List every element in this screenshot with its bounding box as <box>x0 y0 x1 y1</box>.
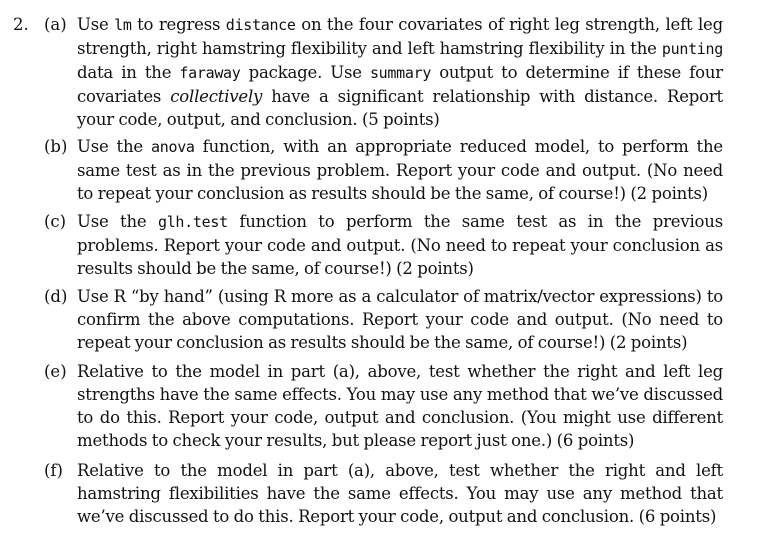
text-segment: package. Use <box>240 63 370 82</box>
text-segment: Use the <box>77 137 151 156</box>
emphasis-collectively: collectively <box>170 87 263 106</box>
code-term-faraway: faraway <box>179 64 241 82</box>
text-segment: Use <box>77 15 115 34</box>
text-segment: on the four covariates of right leg strength, left leg strength, right hamstring flexibility and left hamstring flexibility in the <box>77 15 723 58</box>
text-segment: Use the <box>77 212 158 231</box>
text-segment: Use R “by hand” (using R more as a calculator of matrix/vector expressions) to confirm the above computations. Report your code and output. (No need to repeat your conclusion as results should be the same, of course!) (2 points) <box>77 287 723 352</box>
text-segment: Relative to the model in part (a), above, test whether the right and left leg strengths have the same effects. You may use any method that we’ve discussed to do this. Report your code, output and conclusion. (You might use different methods to check your results, but please report just one.) (6 points) <box>77 362 723 450</box>
code-term-summary: summary <box>369 64 432 82</box>
code-term-lm: lm <box>114 16 132 34</box>
part-label: (f) <box>44 461 63 480</box>
text-segment: function to perform the same test as in the previous problems. Report your code and output. (No need to repeat your conclusion as results should be the same, of course!) (2 points) <box>77 212 723 278</box>
text-segment: output to determine if these four covariates <box>77 63 723 106</box>
part-label: (b) <box>44 137 68 156</box>
question-number: 2. <box>13 15 29 34</box>
part-text <box>77 135 723 205</box>
part-text <box>77 13 723 131</box>
text-segment: have a significant relationship with distance. Report your code, output, and conclusion. (5 points) <box>77 87 723 129</box>
text-segment: function, with an appropriate reduced model, to perform the same test as in the previous problem. Report your code and output. (No need to repeat your conclusion as results should be the same, of course!) (2 points) <box>77 137 723 203</box>
part-label: (d) <box>44 287 68 306</box>
part-label: (e) <box>44 362 67 381</box>
text-segment: to regress <box>131 15 226 34</box>
text-segment: data in the <box>77 63 180 82</box>
part-text <box>77 210 723 280</box>
part-text <box>77 360 723 452</box>
part-label: (a) <box>44 15 67 34</box>
part-label: (c) <box>44 212 67 231</box>
part-text <box>77 459 723 528</box>
part-text <box>77 285 723 354</box>
code-term-glh-test: glh.test <box>157 213 228 231</box>
code-term-punting: punting <box>661 40 723 58</box>
code-term-distance: distance <box>225 16 296 34</box>
code-term-anova: anova <box>151 138 195 156</box>
text-segment: Relative to the model in part (a), above, test whether the right and left hamstring flexibilities have the same effects. You may use any method that we’ve discussed to do this. Report your code, output and conclusion. (6 points) <box>77 461 723 526</box>
